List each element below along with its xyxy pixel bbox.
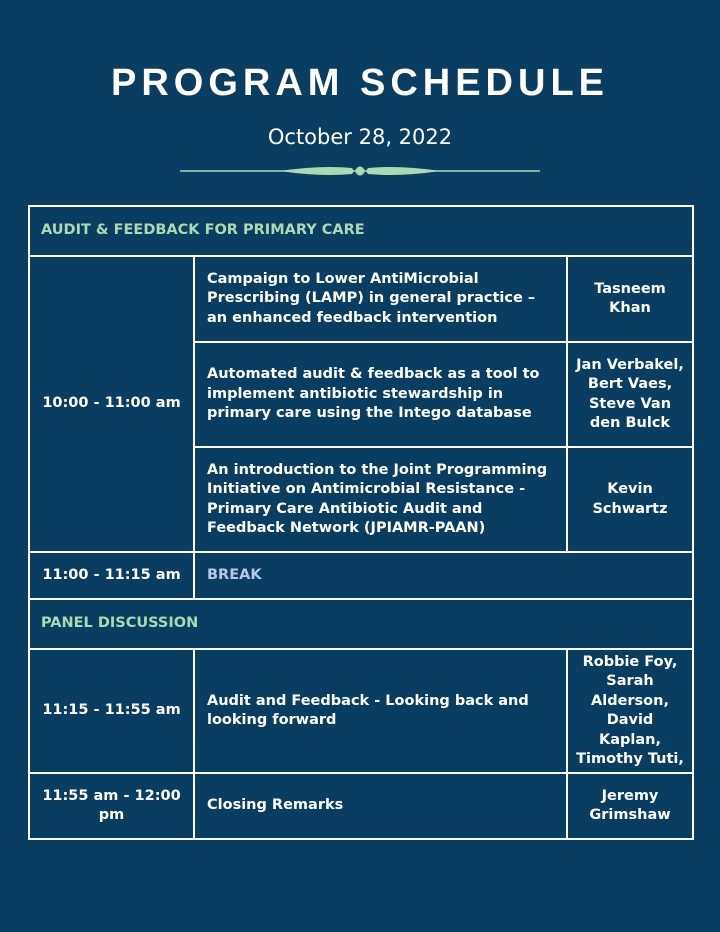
- break-row: [29, 552, 693, 599]
- talk-title: Campaign to Lower AntiMicrobial Prescribing (LAMP) in general practice – an enhanced feedback intervention: [194, 256, 567, 342]
- speaker-name: Tasneem Khan: [567, 256, 693, 342]
- talk-title: Closing Remarks: [194, 773, 567, 839]
- speaker-name: Robbie Foy, Sarah Alderson, David Kaplan, Timothy Tuti,: [567, 649, 693, 773]
- session-time: 11:15 - 11:55 am: [29, 649, 194, 773]
- session-time: 11:55 am - 12:00 pm: [29, 773, 194, 839]
- section-header-row: [29, 599, 693, 649]
- table-row: [29, 773, 693, 839]
- talk-title: An introduction to the Joint Programming Initiative on Antimicrobial Resistance - Primary Care Antibiotic Audit and Feedback Network (JPIAMR-PAAN): [194, 447, 567, 552]
- page-title: PROGRAM SCHEDULE: [110, 62, 610, 104]
- break-label: BREAK: [194, 552, 693, 599]
- section-heading: AUDIT & FEEDBACK FOR PRIMARY CARE: [29, 206, 693, 256]
- ornamental-divider: [180, 163, 540, 179]
- table-row: [29, 256, 693, 342]
- talk-title: Automated audit & feedback as a tool to implement antibiotic stewardship in primary care using the Intego database: [194, 342, 567, 447]
- speaker-name: Jeremy Grimshaw: [567, 773, 693, 839]
- event-date: October 28, 2022: [267, 125, 453, 149]
- section-header-row: [29, 206, 693, 256]
- speaker-name: Kevin Schwartz: [567, 447, 693, 552]
- talk-title: Audit and Feedback - Looking back and looking forward: [194, 649, 567, 773]
- section-heading: PANEL DISCUSSION: [29, 599, 693, 649]
- schedule-table: [28, 205, 694, 840]
- table-row: [29, 649, 693, 773]
- session-time: 10:00 - 11:00 am: [29, 256, 194, 552]
- speaker-name: Jan Verbakel, Bert Vaes, Steve Van den Bulck: [567, 342, 693, 447]
- break-time: 11:00 - 11:15 am: [29, 552, 194, 599]
